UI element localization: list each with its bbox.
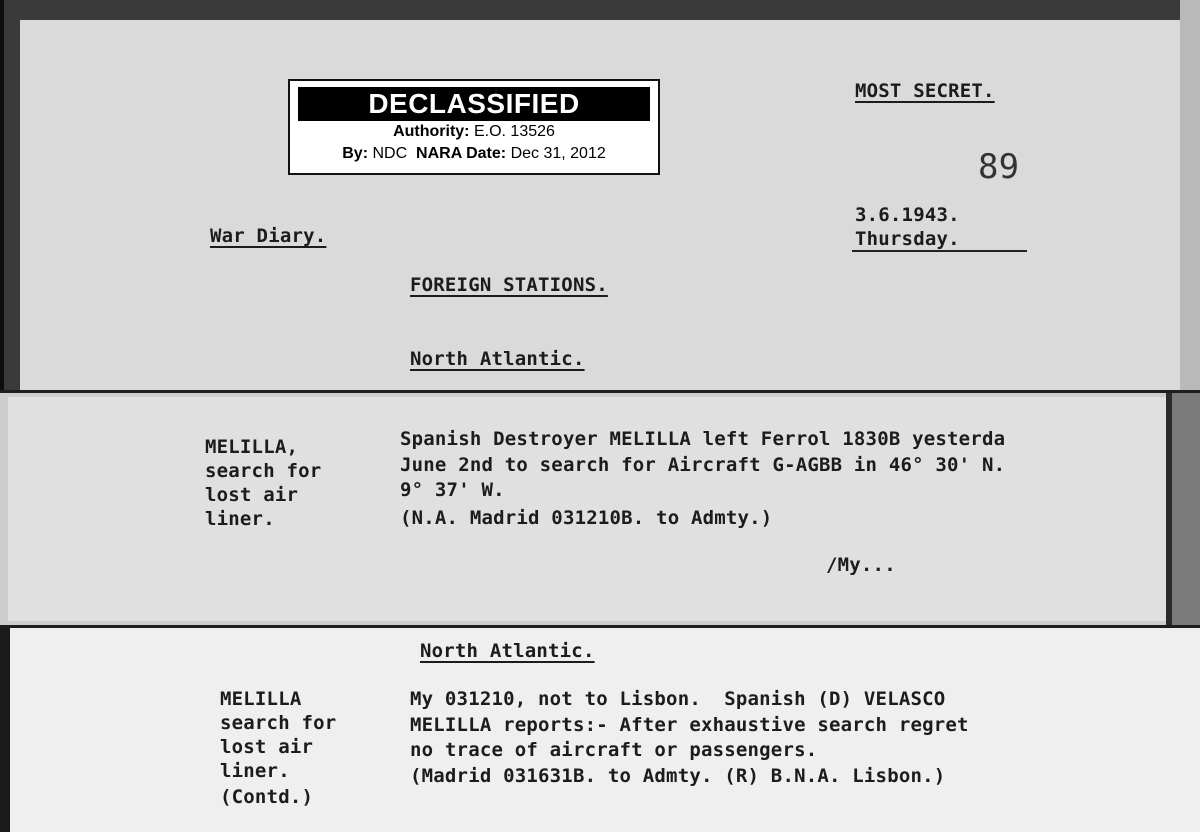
stamp-date-label: NARA Date: [416, 145, 507, 162]
entry-text-line: no trace of aircraft or passengers. [410, 739, 818, 761]
margin-note-line: search for [220, 712, 337, 734]
stamp-authority-value: E.O. 13526 [473, 123, 555, 140]
scan-edge [1172, 393, 1200, 625]
entry-text-line: June 2nd to search for Aircraft G-AGBB in 46° 30' N. [400, 454, 1006, 476]
scan-edge [0, 628, 10, 832]
diary-date: 3.6.1943. [855, 204, 960, 226]
stamp-date-value: Dec 31, 2012 [510, 145, 606, 162]
continuation-mark: /My... [826, 554, 896, 576]
declassified-stamp [288, 79, 660, 175]
margin-note-line: MELILLA, [205, 436, 299, 458]
page-top-strip [0, 0, 1200, 390]
diary-title: War Diary. [210, 225, 327, 247]
entry-text-line: (Madrid 031631B. to Admty. (R) B.N.A. Lisbon.) [410, 765, 946, 787]
margin-note-line: liner. [205, 508, 275, 530]
scan-margin-line [0, 0, 4, 390]
region-heading: North Atlantic. [420, 640, 595, 662]
stamp-title: DECLASSIFIED [298, 87, 650, 121]
classification-label: MOST SECRET. [855, 80, 995, 102]
date-underline [852, 250, 1027, 252]
page-number: 89 [978, 147, 1020, 187]
stamp-by-label: By: [342, 145, 369, 162]
margin-note-line: (Contd.) [220, 786, 314, 808]
margin-note-line: liner. [220, 760, 290, 782]
stamp-authority [290, 121, 658, 143]
region-heading: North Atlantic. [410, 348, 585, 370]
scan-edge [1180, 0, 1200, 390]
entry-text-line: (N.A. Madrid 031210B. to Admty.) [400, 507, 773, 529]
stamp-authority-label: Authority: [393, 123, 470, 140]
diary-weekday: Thursday. [855, 228, 960, 250]
stamp-by-value: NDC [372, 145, 408, 162]
entry-text-line: Spanish Destroyer MELILLA left Ferrol 1830B yesterda [400, 428, 1006, 450]
paper-sheet-1 [20, 20, 1180, 390]
margin-note-line: search for [205, 460, 322, 482]
margin-note-line: lost air [205, 484, 299, 506]
page-bottom-strip [0, 628, 1200, 832]
margin-note-line: MELILLA [220, 688, 302, 710]
page-middle-strip [0, 393, 1200, 625]
margin-note-line: lost air [220, 736, 314, 758]
stamp-date-line [290, 143, 658, 165]
section-heading: FOREIGN STATIONS. [410, 274, 608, 296]
entry-text-line: My 031210, not to Lisbon. Spanish (D) VELASCO [410, 688, 946, 710]
entry-text-line: MELILLA reports:- After exhaustive search regret [410, 714, 969, 736]
entry-text-line: 9° 37' W. [400, 479, 505, 501]
